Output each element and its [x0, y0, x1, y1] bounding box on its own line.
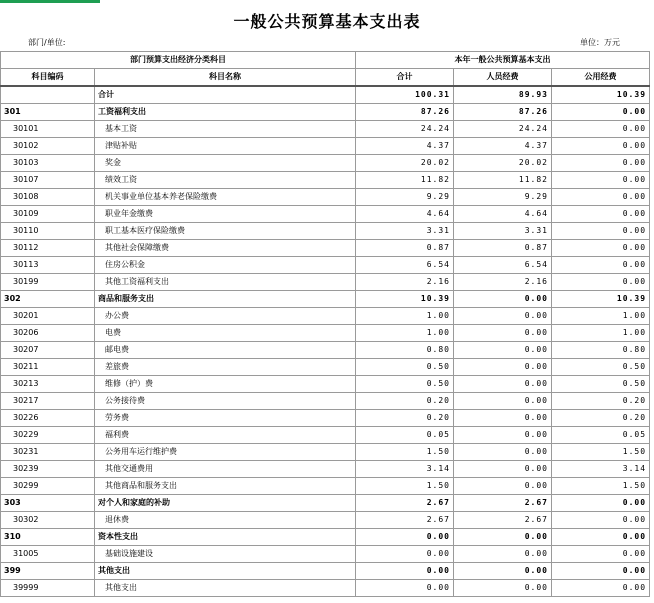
row-name[interactable]: 福利费 — [95, 427, 356, 444]
row-public[interactable]: 1.00 — [552, 325, 650, 342]
table-row[interactable] — [1, 478, 650, 495]
row-total[interactable]: 6.54 — [356, 257, 454, 274]
row-code[interactable]: 30302 — [1, 512, 95, 529]
row-code[interactable]: 30101 — [1, 121, 95, 138]
row-total[interactable]: 2.67 — [356, 495, 454, 512]
table-row[interactable] — [1, 206, 650, 223]
row-public[interactable]: 3.14 — [552, 461, 650, 478]
row-total[interactable]: 0.20 — [356, 410, 454, 427]
table-row[interactable] — [1, 223, 650, 240]
row-code[interactable]: 399 — [1, 563, 95, 580]
row-total[interactable]: 87.26 — [356, 104, 454, 121]
row-total[interactable]: 0.80 — [356, 342, 454, 359]
row-personnel[interactable]: 0.00 — [454, 546, 552, 563]
row-personnel[interactable]: 6.54 — [454, 257, 552, 274]
table-row[interactable] — [1, 86, 650, 104]
row-total[interactable]: 2.16 — [356, 274, 454, 291]
header-total: 合计 — [356, 69, 454, 87]
table-row[interactable] — [1, 563, 650, 580]
row-personnel[interactable]: 24.24 — [454, 121, 552, 138]
row-name[interactable]: 基础设施建设 — [95, 546, 356, 563]
row-total[interactable]: 20.02 — [356, 155, 454, 172]
row-name[interactable]: 机关事业单位基本养老保险缴费 — [95, 189, 356, 206]
row-personnel[interactable]: 2.16 — [454, 274, 552, 291]
row-public[interactable]: 0.00 — [552, 138, 650, 155]
dept-label: 部门/单位: — [28, 38, 66, 47]
row-code[interactable]: 30113 — [1, 257, 95, 274]
row-personnel[interactable]: 0.00 — [454, 529, 552, 546]
row-code[interactable]: 30102 — [1, 138, 95, 155]
window-accent-bar — [0, 0, 100, 3]
header-name: 科目名称 — [95, 69, 356, 87]
row-code[interactable]: 30239 — [1, 461, 95, 478]
row-name[interactable]: 资本性支出 — [95, 529, 356, 546]
row-total[interactable]: 0.20 — [356, 393, 454, 410]
row-code[interactable] — [1, 86, 95, 104]
row-personnel[interactable]: 11.82 — [454, 172, 552, 189]
row-public[interactable]: 0.00 — [552, 104, 650, 121]
row-personnel[interactable]: 0.00 — [454, 291, 552, 308]
table-row[interactable] — [1, 274, 650, 291]
table-row[interactable] — [1, 121, 650, 138]
row-public[interactable]: 1.50 — [552, 478, 650, 495]
table-row[interactable] — [1, 155, 650, 172]
table-row[interactable] — [1, 325, 650, 342]
table-row[interactable] — [1, 104, 650, 121]
row-total[interactable]: 3.31 — [356, 223, 454, 240]
table-row[interactable] — [1, 172, 650, 189]
row-public[interactable]: 0.00 — [552, 155, 650, 172]
row-personnel[interactable]: 0.87 — [454, 240, 552, 257]
row-total[interactable]: 4.64 — [356, 206, 454, 223]
row-personnel[interactable]: 89.93 — [454, 86, 552, 104]
row-total[interactable]: 100.31 — [356, 86, 454, 104]
row-public[interactable]: 0.05 — [552, 427, 650, 444]
row-name[interactable]: 津贴补贴 — [95, 138, 356, 155]
row-code[interactable]: 30199 — [1, 274, 95, 291]
row-total[interactable]: 9.29 — [356, 189, 454, 206]
row-public[interactable]: 0.00 — [552, 495, 650, 512]
row-code[interactable]: 39999 — [1, 580, 95, 597]
row-name[interactable]: 职业年金缴费 — [95, 206, 356, 223]
row-personnel[interactable]: 0.00 — [454, 376, 552, 393]
row-code[interactable]: 30108 — [1, 189, 95, 206]
table-row[interactable] — [1, 376, 650, 393]
row-personnel[interactable]: 0.00 — [454, 563, 552, 580]
table-row[interactable] — [1, 257, 650, 274]
row-public[interactable]: 0.00 — [552, 172, 650, 189]
row-personnel[interactable]: 4.37 — [454, 138, 552, 155]
row-personnel[interactable]: 20.02 — [454, 155, 552, 172]
header-group-budget: 本年一般公共预算基本支出 — [356, 52, 650, 69]
row-code[interactable]: 30229 — [1, 427, 95, 444]
row-public[interactable]: 0.50 — [552, 359, 650, 376]
row-name[interactable]: 劳务费 — [95, 410, 356, 427]
row-public[interactable]: 0.20 — [552, 393, 650, 410]
row-personnel[interactable]: 0.00 — [454, 478, 552, 495]
row-total[interactable]: 0.00 — [356, 546, 454, 563]
row-total[interactable]: 0.87 — [356, 240, 454, 257]
row-total[interactable]: 0.00 — [356, 563, 454, 580]
table-row[interactable] — [1, 512, 650, 529]
row-personnel[interactable]: 2.67 — [454, 495, 552, 512]
row-name[interactable]: 奖金 — [95, 155, 356, 172]
table-row[interactable] — [1, 138, 650, 155]
table-row[interactable] — [1, 393, 650, 410]
row-public[interactable]: 0.00 — [552, 580, 650, 597]
row-total[interactable]: 1.50 — [356, 444, 454, 461]
row-name[interactable]: 公务接待费 — [95, 393, 356, 410]
row-code[interactable]: 30211 — [1, 359, 95, 376]
row-code[interactable]: 31005 — [1, 546, 95, 563]
row-name[interactable]: 电费 — [95, 325, 356, 342]
row-public[interactable]: 0.50 — [552, 376, 650, 393]
row-personnel[interactable]: 0.00 — [454, 308, 552, 325]
row-public[interactable]: 0.00 — [552, 274, 650, 291]
row-total[interactable]: 3.14 — [356, 461, 454, 478]
row-name[interactable]: 职工基本医疗保险缴费 — [95, 223, 356, 240]
unit-label: 单位：万元 — [580, 38, 620, 47]
table-row[interactable] — [1, 240, 650, 257]
header-personnel: 人员经费 — [454, 69, 552, 87]
row-personnel[interactable]: 2.67 — [454, 512, 552, 529]
table-row[interactable] — [1, 308, 650, 325]
row-personnel[interactable]: 0.00 — [454, 427, 552, 444]
row-public[interactable]: 0.00 — [552, 563, 650, 580]
table-row[interactable] — [1, 529, 650, 546]
row-name[interactable]: 公务用车运行维护费 — [95, 444, 356, 461]
row-code[interactable]: 30231 — [1, 444, 95, 461]
row-public[interactable]: 0.20 — [552, 410, 650, 427]
row-name[interactable]: 差旅费 — [95, 359, 356, 376]
header-public: 公用经费 — [552, 69, 650, 87]
row-name[interactable]: 商品和服务支出 — [95, 291, 356, 308]
table-row[interactable] — [1, 495, 650, 512]
row-name[interactable]: 合计 — [95, 86, 356, 104]
row-name[interactable]: 维修（护）费 — [95, 376, 356, 393]
row-public[interactable]: 1.50 — [552, 444, 650, 461]
table-row[interactable] — [1, 580, 650, 597]
row-code[interactable]: 30299 — [1, 478, 95, 495]
table-row[interactable] — [1, 291, 650, 308]
row-name[interactable]: 工资福利支出 — [95, 104, 356, 121]
row-name[interactable]: 其他交通费用 — [95, 461, 356, 478]
row-name[interactable]: 其他支出 — [95, 563, 356, 580]
row-total[interactable]: 0.00 — [356, 529, 454, 546]
row-code[interactable]: 303 — [1, 495, 95, 512]
table-body — [1, 86, 650, 597]
row-public[interactable]: 0.00 — [552, 206, 650, 223]
row-code[interactable]: 30201 — [1, 308, 95, 325]
row-code[interactable]: 302 — [1, 291, 95, 308]
row-public[interactable]: 0.00 — [552, 512, 650, 529]
row-total[interactable]: 0.00 — [356, 580, 454, 597]
row-personnel[interactable]: 0.00 — [454, 461, 552, 478]
row-personnel[interactable]: 0.00 — [454, 410, 552, 427]
row-public[interactable]: 0.00 — [552, 240, 650, 257]
row-personnel[interactable]: 4.64 — [454, 206, 552, 223]
header-group-economic-class: 部门预算支出经济分类科目 — [1, 52, 356, 69]
row-total[interactable]: 10.39 — [356, 291, 454, 308]
table-row[interactable] — [1, 427, 650, 444]
row-total[interactable]: 2.67 — [356, 512, 454, 529]
row-name[interactable]: 基本工资 — [95, 121, 356, 138]
row-public[interactable]: 0.00 — [552, 529, 650, 546]
row-name[interactable]: 办公费 — [95, 308, 356, 325]
row-public[interactable]: 0.00 — [552, 546, 650, 563]
row-total[interactable]: 11.82 — [356, 172, 454, 189]
row-public[interactable]: 0.00 — [552, 223, 650, 240]
row-total[interactable]: 24.24 — [356, 121, 454, 138]
row-personnel[interactable]: 0.00 — [454, 359, 552, 376]
header-code: 科目编码 — [1, 69, 95, 87]
row-name[interactable]: 绩效工资 — [95, 172, 356, 189]
row-public[interactable]: 0.80 — [552, 342, 650, 359]
row-personnel[interactable]: 0.00 — [454, 325, 552, 342]
row-personnel[interactable]: 0.00 — [454, 580, 552, 597]
row-code[interactable]: 301 — [1, 104, 95, 121]
row-code[interactable]: 30107 — [1, 172, 95, 189]
row-total[interactable]: 1.50 — [356, 478, 454, 495]
table-row[interactable] — [1, 359, 650, 376]
table-row[interactable] — [1, 444, 650, 461]
row-total[interactable]: 0.05 — [356, 427, 454, 444]
row-code[interactable]: 30112 — [1, 240, 95, 257]
row-name[interactable]: 其他社会保障缴费 — [95, 240, 356, 257]
row-code[interactable]: 30103 — [1, 155, 95, 172]
row-code[interactable]: 30226 — [1, 410, 95, 427]
table-row[interactable] — [1, 189, 650, 206]
row-total[interactable]: 0.50 — [356, 359, 454, 376]
row-personnel[interactable]: 9.29 — [454, 189, 552, 206]
table-row[interactable] — [1, 546, 650, 563]
row-total[interactable]: 0.50 — [356, 376, 454, 393]
row-code[interactable]: 30207 — [1, 342, 95, 359]
row-code[interactable]: 30206 — [1, 325, 95, 342]
row-name[interactable]: 住房公积金 — [95, 257, 356, 274]
table-row[interactable] — [1, 410, 650, 427]
row-personnel[interactable]: 3.31 — [454, 223, 552, 240]
row-name[interactable]: 其他工资福利支出 — [95, 274, 356, 291]
expenditure-table — [0, 51, 650, 597]
row-public[interactable]: 10.39 — [552, 86, 650, 104]
row-name[interactable]: 邮电费 — [95, 342, 356, 359]
page-title: 一般公共预算基本支出表 — [233, 12, 421, 31]
row-code[interactable]: 310 — [1, 529, 95, 546]
row-name[interactable]: 其他支出 — [95, 580, 356, 597]
row-personnel[interactable]: 0.00 — [454, 393, 552, 410]
row-total[interactable]: 4.37 — [356, 138, 454, 155]
row-name[interactable]: 对个人和家庭的补助 — [95, 495, 356, 512]
row-public[interactable]: 0.00 — [552, 189, 650, 206]
table-row[interactable] — [1, 342, 650, 359]
table-row[interactable] — [1, 461, 650, 478]
row-personnel[interactable]: 0.00 — [454, 444, 552, 461]
row-public[interactable]: 0.00 — [552, 257, 650, 274]
row-code[interactable]: 30110 — [1, 223, 95, 240]
row-name[interactable]: 其他商品和服务支出 — [95, 478, 356, 495]
row-code[interactable]: 30109 — [1, 206, 95, 223]
row-personnel[interactable]: 87.26 — [454, 104, 552, 121]
row-public[interactable]: 10.39 — [552, 291, 650, 308]
row-total[interactable]: 1.00 — [356, 308, 454, 325]
row-code[interactable]: 30217 — [1, 393, 95, 410]
row-public[interactable]: 0.00 — [552, 121, 650, 138]
row-personnel[interactable]: 0.00 — [454, 342, 552, 359]
row-total[interactable]: 1.00 — [356, 325, 454, 342]
row-code[interactable]: 30213 — [1, 376, 95, 393]
row-public[interactable]: 1.00 — [552, 308, 650, 325]
row-name[interactable]: 退休费 — [95, 512, 356, 529]
